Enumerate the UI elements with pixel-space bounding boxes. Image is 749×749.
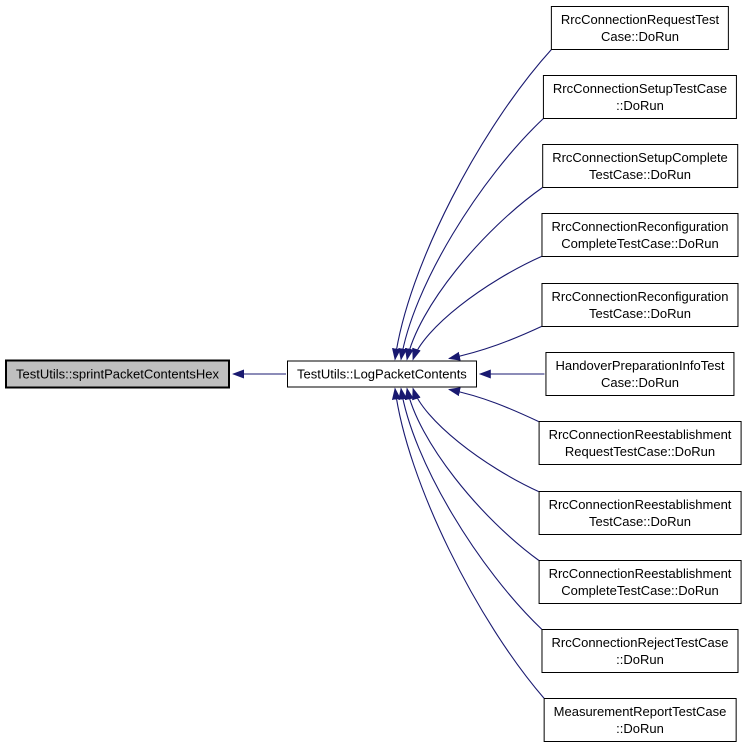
node-label: RrcConnectionRequestTest — [560, 12, 720, 27]
call-edge — [413, 389, 540, 493]
node-label: MeasurementReportTestCase — [553, 704, 727, 719]
node-label: ::DoRun — [616, 721, 664, 736]
node-rrc-connection-setup-testcase[interactable] — [543, 75, 737, 119]
call-edge — [395, 49, 552, 360]
node-handover-preparation-info-testcase[interactable] — [545, 352, 734, 396]
node-label: ::DoRun — [616, 98, 664, 113]
node-label: CompleteTestCase::DoRun — [561, 583, 719, 598]
node-label: RrcConnectionSetupTestCase — [552, 81, 728, 96]
node-label: RrcConnectionReconfiguration — [551, 219, 729, 234]
node-rrc-connection-request-testcase[interactable] — [551, 6, 729, 50]
node-label: RrcConnectionReestablishment — [548, 566, 732, 581]
node-label: CompleteTestCase::DoRun — [561, 236, 719, 251]
call-edge — [449, 390, 540, 423]
call-edge — [449, 326, 542, 359]
node-label: RequestTestCase::DoRun — [564, 444, 716, 459]
call-edge — [401, 118, 544, 360]
node-sprint-packet-contents-hex — [5, 360, 230, 389]
node-label: Case::DoRun — [600, 375, 680, 390]
node-rrc-connection-reestablishment-request-testcase[interactable] — [539, 421, 742, 465]
call-edge — [401, 389, 542, 631]
call-edge — [407, 389, 540, 562]
node-label: TestCase::DoRun — [589, 514, 691, 529]
call-edge — [407, 187, 543, 360]
node-rrc-connection-reconfiguration-complete-testcase[interactable] — [541, 213, 738, 257]
node-label: RrcConnectionReestablishment — [548, 497, 732, 512]
node-label: RrcConnectionReestablishment — [548, 427, 732, 442]
node-label: TestCase::DoRun — [589, 306, 691, 321]
node-label: TestCase::DoRun — [589, 167, 691, 182]
node-label: RrcConnectionReconfiguration — [551, 289, 729, 304]
node-rrc-connection-reestablishment-complete-testcase[interactable] — [539, 560, 742, 604]
call-edge — [413, 256, 542, 360]
node-rrc-connection-setup-complete-testcase[interactable] — [542, 144, 738, 188]
node-label: HandoverPreparationInfoTest — [555, 358, 725, 373]
node-log-packet-contents[interactable] — [287, 361, 477, 388]
node-measurement-report-testcase[interactable] — [544, 698, 737, 742]
node-label: TestUtils::sprintPacketContentsHex — [16, 366, 220, 382]
node-rrc-connection-reject-testcase[interactable] — [541, 629, 738, 673]
node-label: TestUtils::LogPacketContents — [297, 366, 467, 382]
call-edge — [395, 389, 545, 700]
node-label: RrcConnectionSetupComplete — [552, 150, 728, 165]
node-rrc-connection-reconfiguration-testcase[interactable] — [541, 283, 738, 327]
node-label: RrcConnectionRejectTestCase — [551, 635, 729, 650]
node-rrc-connection-reestablishment-testcase[interactable] — [539, 491, 742, 535]
node-label: Case::DoRun — [600, 29, 680, 44]
node-label: ::DoRun — [616, 652, 664, 667]
